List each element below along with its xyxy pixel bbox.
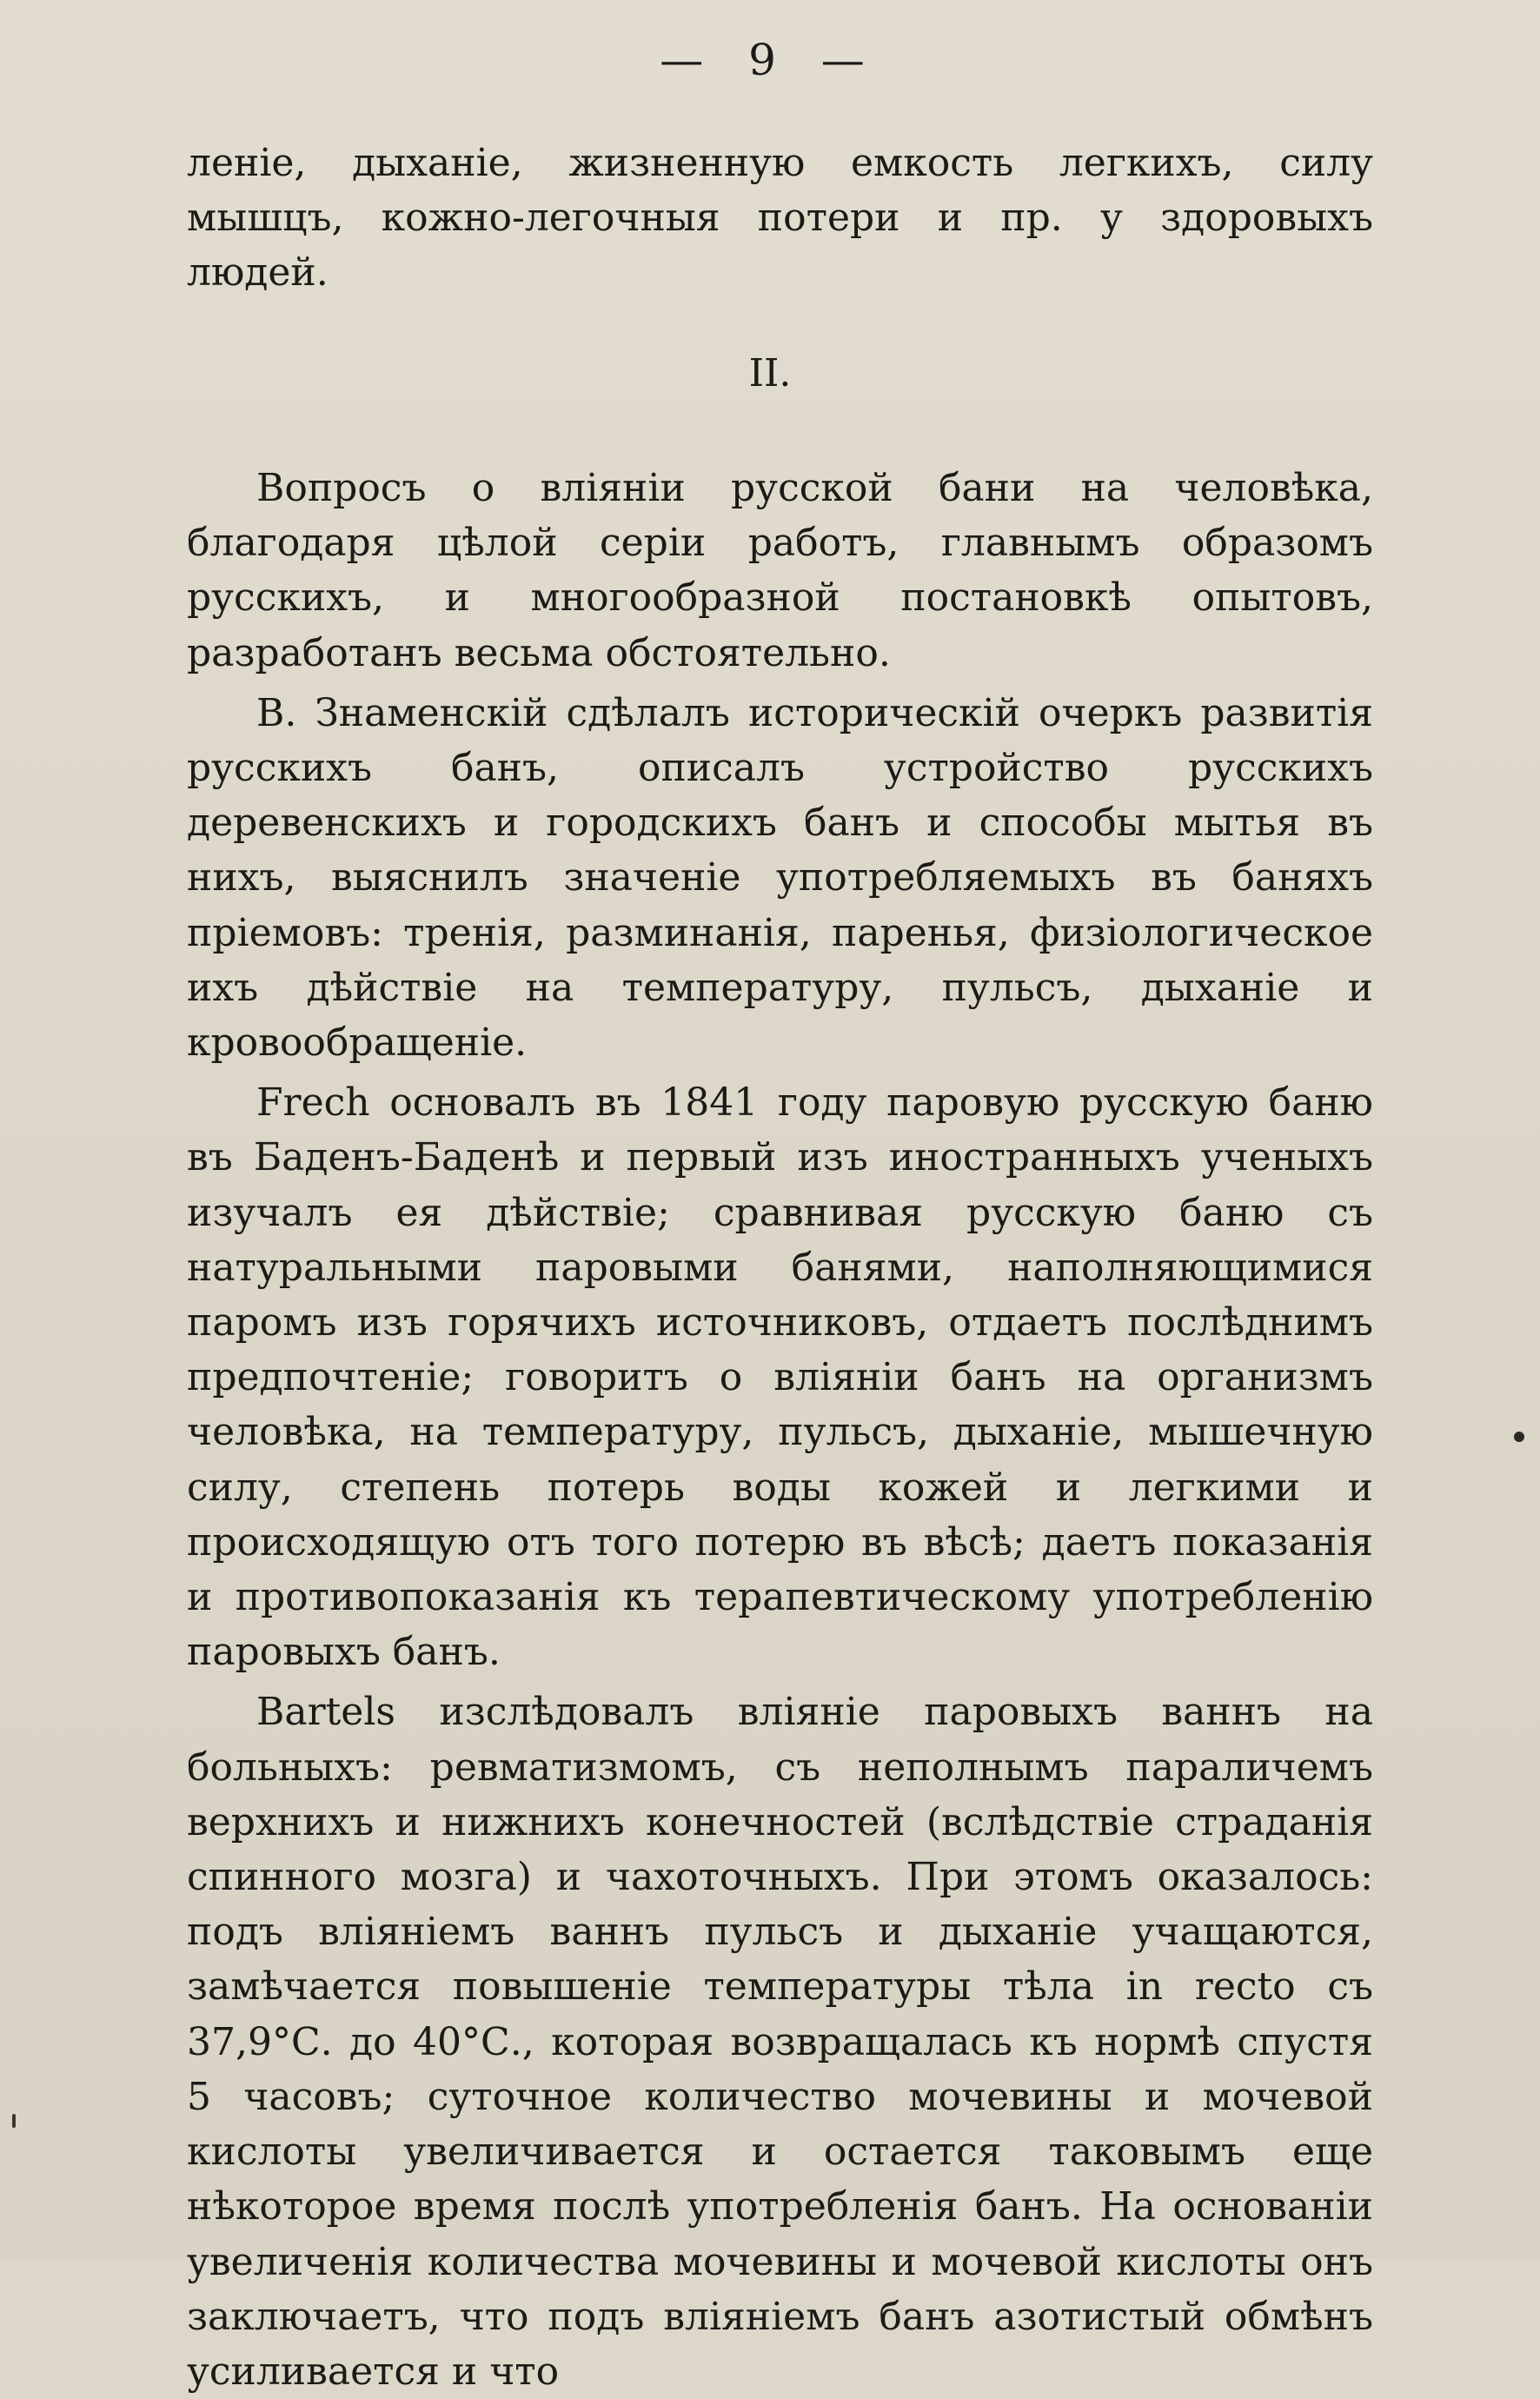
print-speck [1514, 1432, 1524, 1442]
paragraph-frech: Frech основалъ въ 1841 году паровую русскую баню въ Баденъ-Баденѣ и первый изъ иностранныхъ ученыхъ изучалъ ея дѣйствіе; сравнивая русскую баню съ натуральными паровыми банями, наполняющимися паромъ изъ горячихъ источниковъ, отдаетъ послѣднимъ предпочтеніе; говоритъ о вліяніи банъ на организмъ человѣка, на температуру, пульсъ, дыханіе, мышечную силу, степень потерь воды кожей и легкими и происходящую отъ того потерю въ вѣсѣ; даетъ показанія и противопоказанія къ терапевтическому употребленію паровыхъ банъ. [187, 1080, 1373, 1675]
page-number: — 9 — [660, 35, 880, 85]
opening-text-block [187, 136, 1373, 301]
paragraph-bartels: Bartels изслѣдовалъ вліяніе паровыхъ ваннъ на больныхъ: ревматизмомъ, съ неполнымъ параличемъ верхнихъ и нижнихъ конечностей (вслѣдствіе страданія спинного мозга) и чахоточныхъ. При этомъ оказалось: подъ вліяніемъ ваннъ пульсъ и дыханіе учащаются, замѣчается повышеніе температуры тѣла in recto съ 37,9°С. до 40°С., которая возвращалась къ нормѣ спустя 5 часовъ; суточное количество мочевины и мочевой кислоты увеличивается и остается таковымъ еще нѣкоторое время послѣ употребленія банъ. На основаніи увеличенія количества мочевины и мочевой кислоты онъ заключаетъ, что подъ вліяніемъ банъ азотистый обмѣнъ усиливается и что [187, 1690, 1373, 2394]
section-heading: II. [748, 351, 792, 395]
margin-mark [12, 2114, 16, 2128]
opening-paragraph: леніе, дыханіе, жизненную емкость легкихъ, силу мышцъ, кожно-легочныя потери и пр. у здоровыхъ людей. [187, 141, 1373, 296]
paragraph-znamensky: В. Знаменскій сдѣлалъ историческій очеркъ развитія русскихъ банъ, описалъ устройство русскихъ деревенскихъ и городскихъ банъ и способы мытья въ нихъ, выяснилъ значеніе употребляемыхъ въ баняхъ пріемовъ: тренія, разминанія, паренья, физіологическое ихъ дѣйствіе на температуру, пульсъ, дыханіе и кровообращеніе. [187, 690, 1373, 1066]
paragraph-question: Вопросъ о вліяніи русской бани на человѣка, благодаря цѣлой серіи работъ, главнымъ образомъ русскихъ, и многообразной постановкѣ опытовъ, разработанъ весьма обстоятельно. [187, 466, 1373, 675]
main-text-block [187, 461, 1373, 2399]
